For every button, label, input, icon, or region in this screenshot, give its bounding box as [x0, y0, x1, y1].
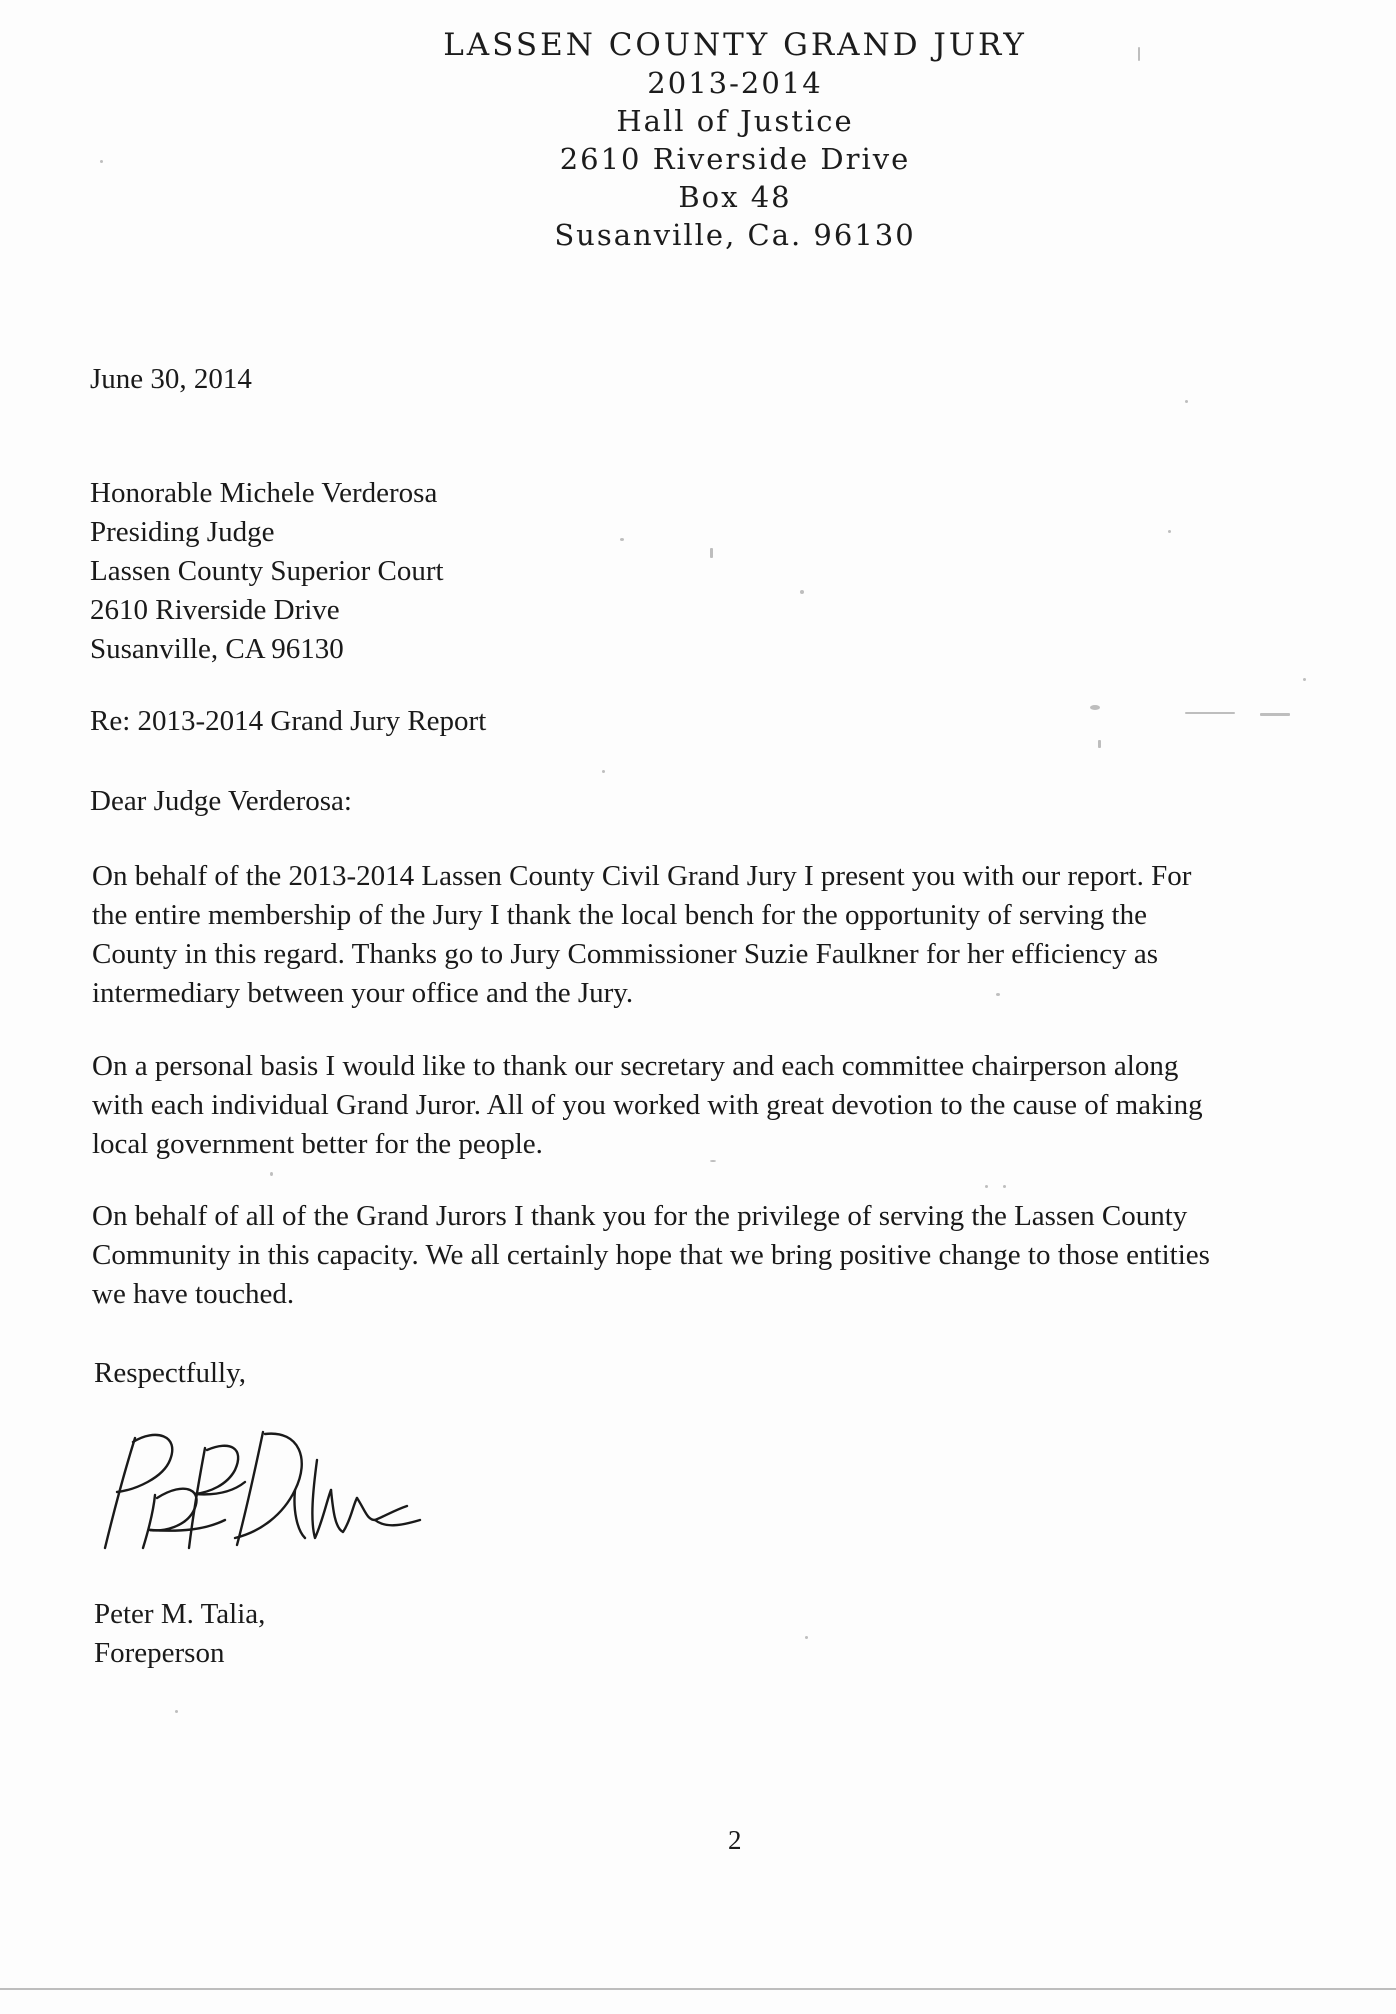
- recipient-title: Presiding Judge: [90, 516, 275, 548]
- paragraph-line: On behalf of the 2013-2014 Lassen County Civil Grand Jury I present you with our report. For: [92, 860, 1192, 892]
- scan-speck: [1260, 713, 1290, 716]
- signer-title: Foreperson: [94, 1637, 225, 1669]
- letterhead: [300, 26, 1170, 254]
- scan-speck: [620, 538, 624, 541]
- scan-speck: [1003, 1185, 1006, 1188]
- date-text: June 30, 2014: [90, 363, 252, 395]
- scan-speck: [602, 770, 605, 773]
- scan-speck: [1098, 740, 1101, 748]
- letterhead-organization: LASSEN COUNTY GRAND JURY: [443, 27, 1027, 63]
- scan-speck: [175, 1710, 178, 1713]
- paragraph-line: On a personal basis I would like to thank our secretary and each committee chairperson along: [92, 1050, 1179, 1082]
- recipient-city: Susanville, CA 96130: [90, 633, 344, 665]
- recipient-court: Lassen County Superior Court: [90, 555, 444, 587]
- scan-speck: [100, 160, 103, 163]
- scan-speck: [800, 590, 804, 594]
- paragraph-line: intermediary between your office and the Jury.: [92, 977, 634, 1009]
- recipient-street: 2610 Riverside Drive: [90, 594, 340, 626]
- scan-speck: [1138, 47, 1140, 61]
- scan-speck: [985, 1185, 988, 1188]
- letterhead-street: 2610 Riverside Drive: [559, 142, 911, 176]
- signer-block: [94, 1595, 265, 1673]
- paragraph-line: local government better for the people.: [92, 1128, 543, 1160]
- recipient-address: [90, 474, 444, 669]
- paragraph-line: with each individual Grand Juror. All of you worked with great devotion to the cause of making: [92, 1089, 1203, 1121]
- letterhead-building: Hall of Justice: [616, 104, 854, 138]
- scan-speck: [805, 1636, 808, 1639]
- scan-speck: [710, 1160, 716, 1162]
- body-paragraph-2: [92, 1047, 1392, 1164]
- paragraph-line: On behalf of all of the Grand Jurors I thank you for the privilege of serving the Lassen County: [92, 1200, 1188, 1232]
- closing: [94, 1354, 246, 1393]
- paragraph-line: we have touched.: [92, 1278, 295, 1310]
- scan-speck: [1090, 705, 1100, 710]
- body-paragraph-3: [92, 1197, 1392, 1314]
- body-paragraph-1: [92, 857, 1392, 1013]
- paragraph-line: Community in this capacity. We all certainly hope that we bring positive change to those entities: [92, 1239, 1210, 1271]
- closing-text: Respectfully,: [94, 1357, 246, 1389]
- scan-speck: [1185, 712, 1235, 714]
- scan-speck: [710, 548, 713, 558]
- letterhead-city: Susanville, Ca. 96130: [554, 218, 916, 252]
- letter-date: [90, 360, 252, 399]
- subject-text: Re: 2013-2014 Grand Jury Report: [90, 705, 487, 737]
- scan-speck: [1185, 400, 1188, 403]
- signer-name: Peter M. Talia,: [94, 1598, 266, 1630]
- handwritten-signature: [95, 1420, 435, 1560]
- recipient-name: Honorable Michele Verderosa: [90, 477, 438, 509]
- salutation-text: Dear Judge Verderosa:: [90, 785, 352, 817]
- scan-speck: [270, 1172, 273, 1176]
- salutation: [90, 782, 352, 821]
- letterhead-box: Box 48: [678, 180, 792, 214]
- page-number: 2: [728, 1825, 742, 1855]
- scan-speck: [1303, 678, 1306, 681]
- paragraph-line: the entire membership of the Jury I thank the local bench for the opportunity of serving the: [92, 899, 1147, 931]
- scan-speck: [996, 993, 1000, 996]
- scan-edge-line: [0, 1988, 1396, 1990]
- paragraph-line: County in this regard. Thanks go to Jury Commissioner Suzie Faulkner for her efficiency as: [92, 938, 1159, 970]
- subject-line: [90, 702, 486, 741]
- scan-speck: [1168, 530, 1171, 533]
- letterhead-term: 2013-2014: [647, 66, 823, 100]
